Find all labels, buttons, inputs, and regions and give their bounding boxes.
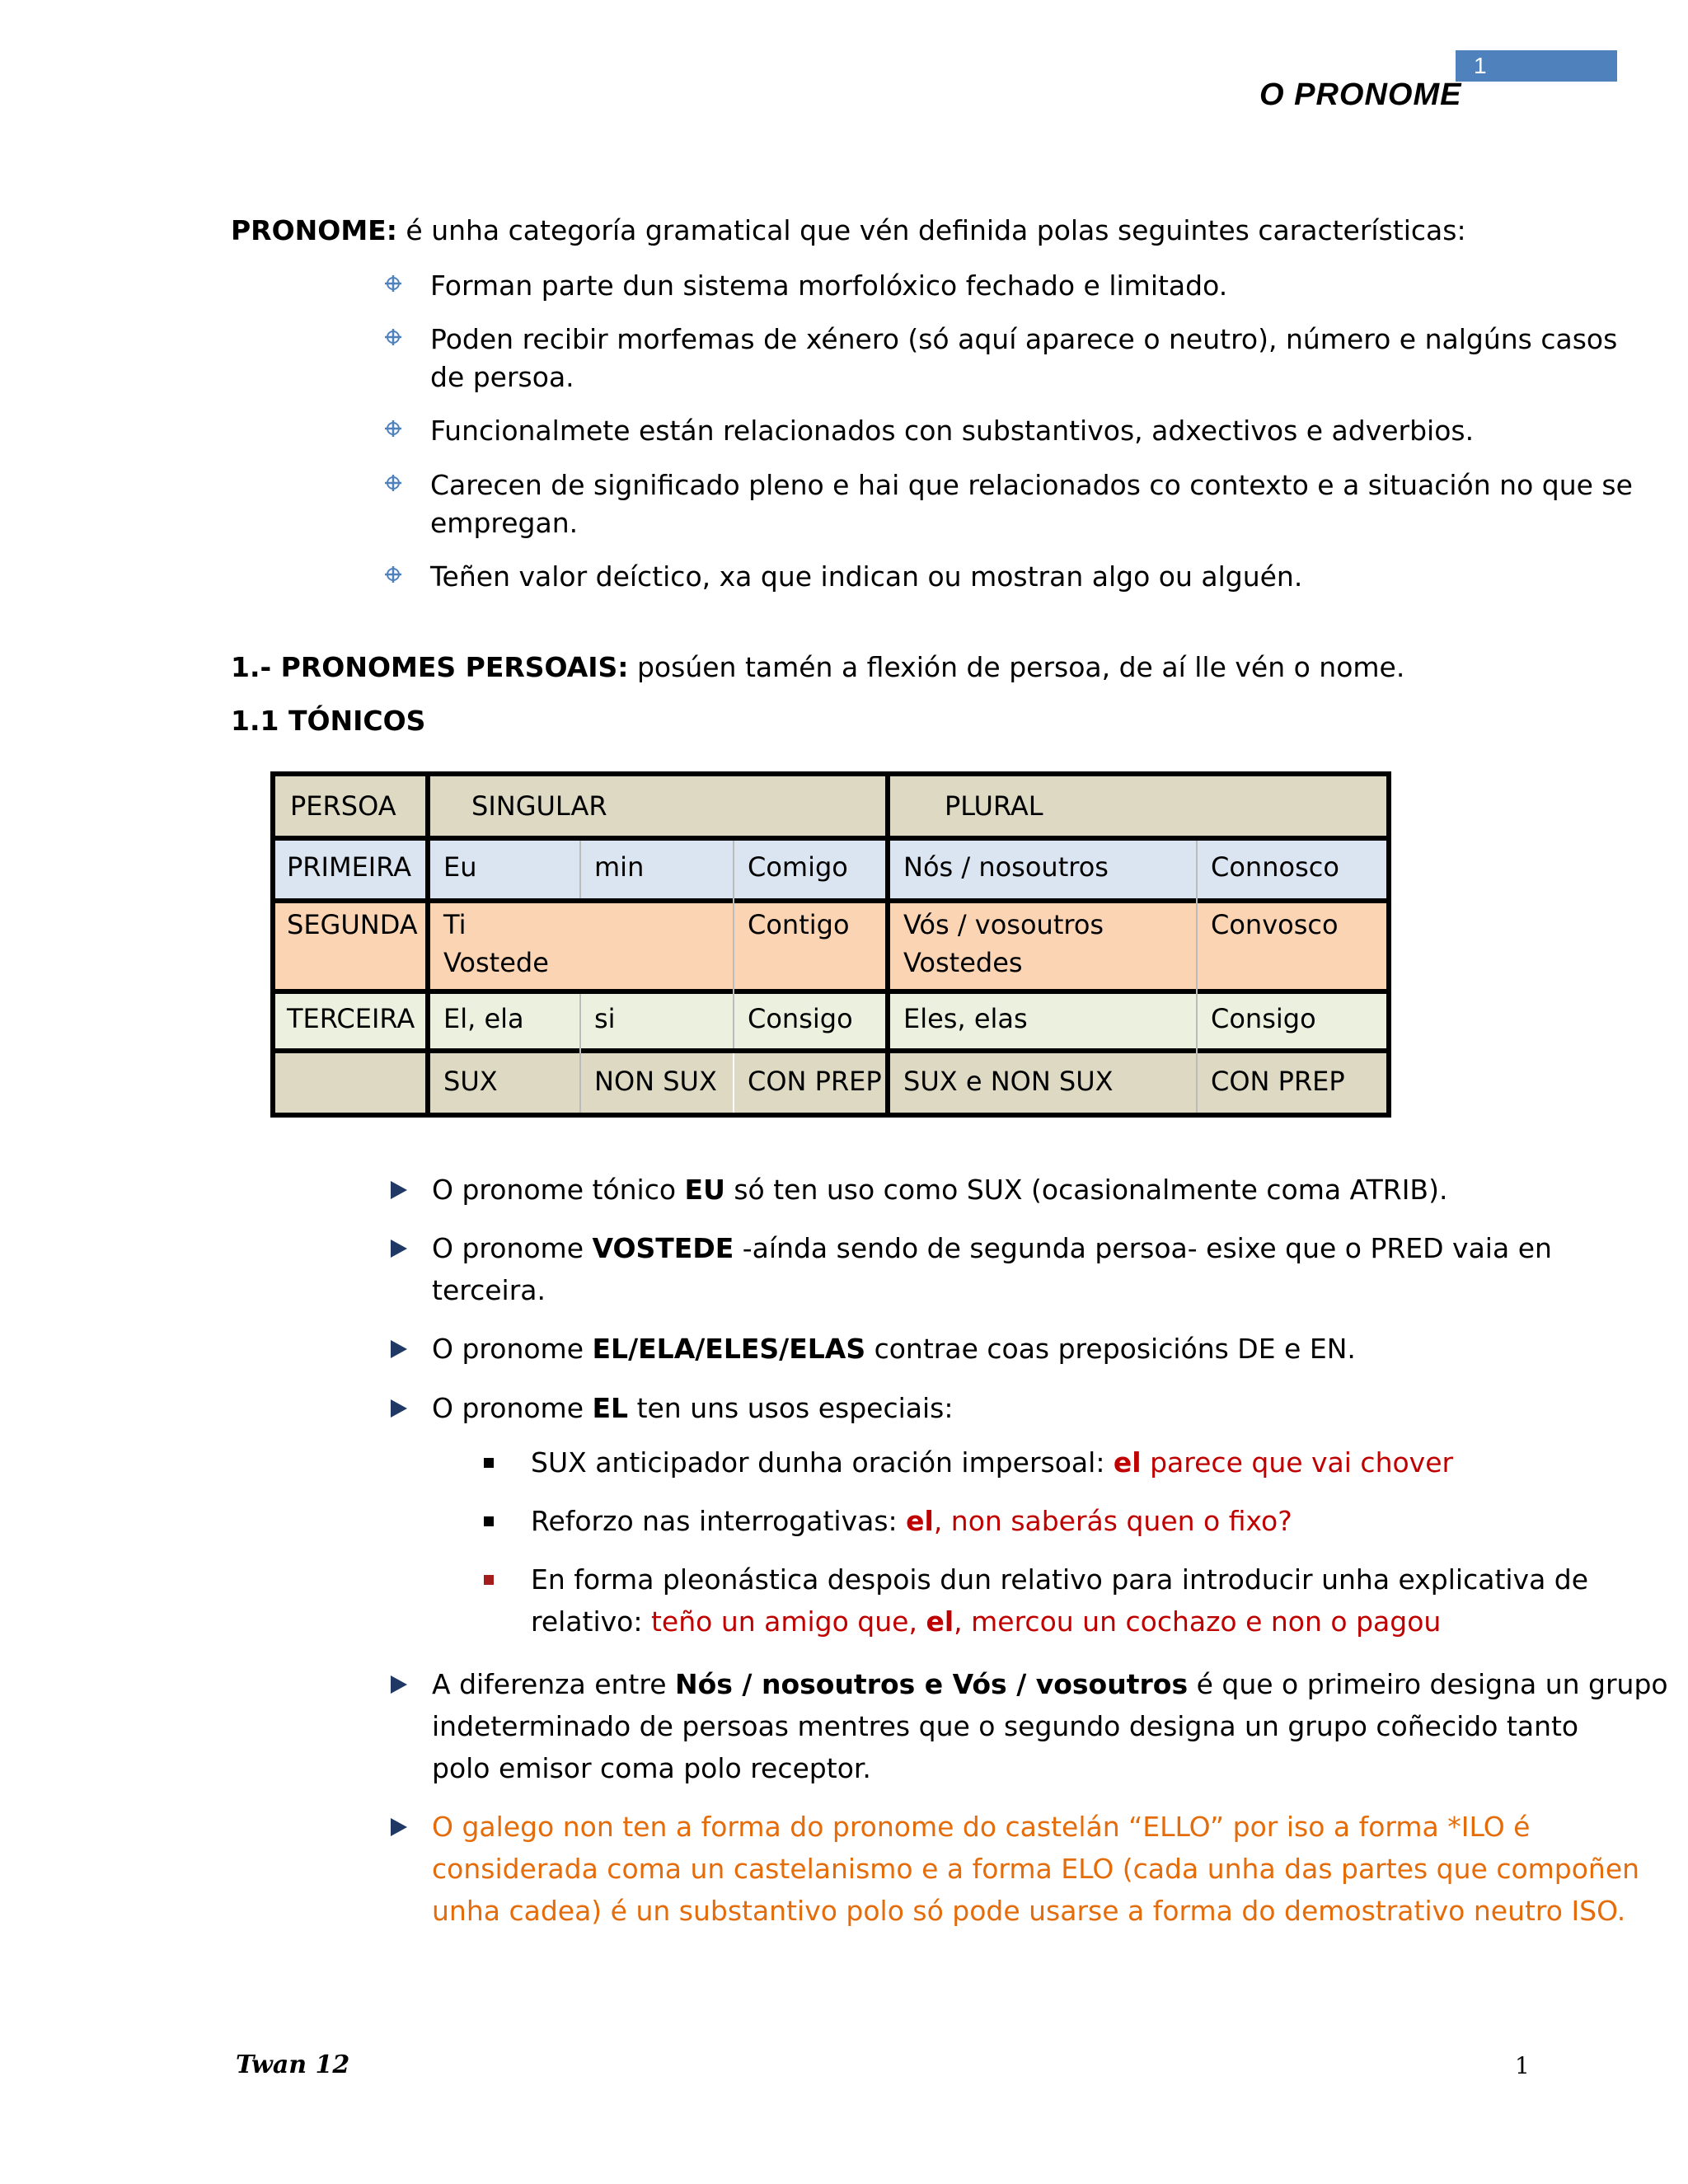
subnote-3-continuation xyxy=(531,1601,1441,1643)
subnote-2 xyxy=(531,1501,1292,1542)
note-1 xyxy=(432,1169,1447,1211)
note-5 xyxy=(432,1664,1668,1705)
subnote-example: , non saberás quen o fixo? xyxy=(933,1505,1292,1537)
table-header-singular: SINGULAR xyxy=(471,790,607,822)
note-5-continuation: polo emisor coma polo receptor. xyxy=(432,1752,871,1784)
table-header-plural: PLURAL xyxy=(945,790,1043,822)
note-6-continuation: unha cadea) é un substantivo polo só pode usarse a forma do demostrativo neutro ISO. xyxy=(432,1895,1626,1927)
table-cell: Contigo xyxy=(748,909,850,940)
cross-bullet-icon xyxy=(384,274,402,293)
note-text: é que o primeiro designa un grupo xyxy=(1188,1668,1668,1700)
table-cell: Vós / vosoutros xyxy=(903,909,1104,940)
table-cell: Comigo xyxy=(748,851,848,883)
intro-bullet-continuation: empregan. xyxy=(430,507,579,539)
subnote-bold: el xyxy=(906,1505,934,1537)
subnote-1 xyxy=(531,1442,1453,1483)
cross-bullet-icon xyxy=(384,419,402,438)
intro-bullet: Poden recibir morfemas de xénero (só aquí aparece o neutro), número e nalgúns casos xyxy=(430,323,1618,355)
table-cell: Consigo xyxy=(1211,1003,1316,1034)
subnote-text: SUX anticipador dunha oración impersoal: xyxy=(531,1446,1114,1479)
footer-author: Twan 12 xyxy=(236,2050,350,2079)
note-text: -aínda sendo de segunda persoa- esixe que o PRED vaia en xyxy=(734,1232,1552,1264)
square-bullet-icon xyxy=(484,1458,494,1468)
page-number-box xyxy=(1456,50,1617,82)
square-bullet-icon xyxy=(484,1516,494,1526)
table-cell: Convosco xyxy=(1211,909,1339,940)
note-4 xyxy=(432,1388,953,1429)
triangle-bullet-icon xyxy=(391,1340,407,1358)
triangle-bullet-icon xyxy=(391,1399,407,1418)
table-cell: CON PREP xyxy=(748,1066,882,1097)
header-title: O PRONOME xyxy=(1259,77,1462,112)
note-text: O pronome xyxy=(432,1392,593,1424)
note-bold: EL xyxy=(592,1392,629,1424)
triangle-bullet-icon xyxy=(391,1675,407,1694)
table-cell: min xyxy=(594,851,645,883)
table-cell: Connosco xyxy=(1211,851,1339,883)
note-6: O galego non ten a forma do pronome do castelán “ELLO” por iso a forma *ILO é xyxy=(432,1811,1531,1843)
note-text: A diferenza entre xyxy=(432,1668,675,1700)
pronouns-table xyxy=(270,771,1391,1118)
table-cell: si xyxy=(594,1003,616,1034)
intro-term: PRONOME: xyxy=(231,214,397,246)
subnote-bold: el xyxy=(1113,1446,1142,1479)
note-text: O pronome tónico xyxy=(432,1174,685,1206)
note-text: só ten uso como SUX (ocasionalmente coma ATRIB). xyxy=(724,1174,1448,1206)
note-text: contrae coas preposicións DE e EN. xyxy=(865,1333,1356,1365)
footer-page-number: 1 xyxy=(1515,2052,1530,2079)
note-6-continuation: considerada coma un castelanismo e a forma ELO (cada unha das partes que compoñen xyxy=(432,1853,1640,1885)
table-cell-label: SEGUNDA xyxy=(287,909,418,940)
table-cell: CON PREP xyxy=(1211,1066,1345,1097)
table-cell: Consigo xyxy=(748,1003,853,1034)
page-number: 1 xyxy=(1474,53,1487,78)
note-bold: VOSTEDE xyxy=(592,1232,734,1264)
section-heading xyxy=(231,647,1404,688)
note-bold: Nós / nosoutros e Vós / vosoutros xyxy=(675,1668,1189,1700)
section-heading-bold: 1.- PRONOMES PERSOAIS: xyxy=(231,651,629,683)
subnote-example: teño un amigo que, xyxy=(650,1605,926,1638)
table-cell: Eu xyxy=(443,851,477,883)
section-heading-rest: posúen tamén a flexión de persoa, de aí lle vén o nome. xyxy=(628,651,1405,683)
note-bold: EU xyxy=(684,1174,725,1206)
table-cell: Vostedes xyxy=(903,947,1023,978)
cross-bullet-icon xyxy=(384,565,402,583)
table-cell: El, ela xyxy=(443,1003,524,1034)
intro-definition-text: é unha categoría gramatical que vén definida polas seguintes características: xyxy=(396,214,1466,246)
table-cell: Nós / nosoutros xyxy=(903,851,1109,883)
note-2 xyxy=(432,1228,1552,1269)
table-cell-label: PRIMEIRA xyxy=(287,851,412,883)
subnote-bold: el xyxy=(926,1605,954,1638)
triangle-bullet-icon xyxy=(391,1240,407,1258)
note-3 xyxy=(432,1329,1356,1370)
table-cell: NON SUX xyxy=(594,1066,717,1097)
subnote-text: relativo: xyxy=(531,1605,651,1638)
table-cell: Eles, elas xyxy=(903,1003,1028,1034)
note-text: O pronome xyxy=(432,1333,593,1365)
intro-definition xyxy=(231,210,1466,251)
note-2-continuation: terceira. xyxy=(432,1274,546,1306)
note-5-continuation: indeterminado de persoas mentres que o segundo designa un grupo coñecido tanto xyxy=(432,1710,1579,1742)
cross-bullet-icon xyxy=(384,474,402,492)
intro-bullet: Forman parte dun sistema morfolóxico fechado e limitado. xyxy=(430,269,1228,302)
subnote-example: parece que vai chover xyxy=(1141,1446,1454,1479)
intro-bullet: Carecen de significado pleno e hai que relacionados co contexto e a situación no que se xyxy=(430,469,1633,501)
square-bullet-icon xyxy=(484,1575,494,1585)
subnote-text: Reforzo nas interrogativas: xyxy=(531,1505,907,1537)
table-cell: SUX e NON SUX xyxy=(903,1066,1114,1097)
cross-bullet-icon xyxy=(384,328,402,346)
table-cell: Ti xyxy=(443,909,467,940)
intro-bullet: Teñen valor deíctico, xa que indican ou mostran algo ou alguén. xyxy=(430,560,1303,593)
triangle-bullet-icon xyxy=(391,1818,407,1836)
table-cell-label: TERCEIRA xyxy=(287,1003,415,1034)
table-cell: Vostede xyxy=(443,947,549,978)
intro-bullet: Funcionalmete están relacionados con substantivos, adxectivos e adverbios. xyxy=(430,415,1475,447)
note-bold: EL/ELA/ELES/ELAS xyxy=(592,1333,866,1365)
note-text: ten uns usos especiais: xyxy=(628,1392,954,1424)
table-header-persoa: PERSOA xyxy=(290,790,396,822)
triangle-bullet-icon xyxy=(391,1181,407,1199)
note-text: O pronome xyxy=(432,1232,593,1264)
subnote-example: , mercou un cochazo e non o pagou xyxy=(954,1605,1442,1638)
subnote-3: En forma pleonástica despois dun relativo para introducir unha explicativa de xyxy=(531,1563,1589,1596)
table-cell: SUX xyxy=(443,1066,498,1097)
subheading: 1.1 TÓNICOS xyxy=(231,705,426,737)
intro-bullet-continuation: de persoa. xyxy=(430,361,574,393)
